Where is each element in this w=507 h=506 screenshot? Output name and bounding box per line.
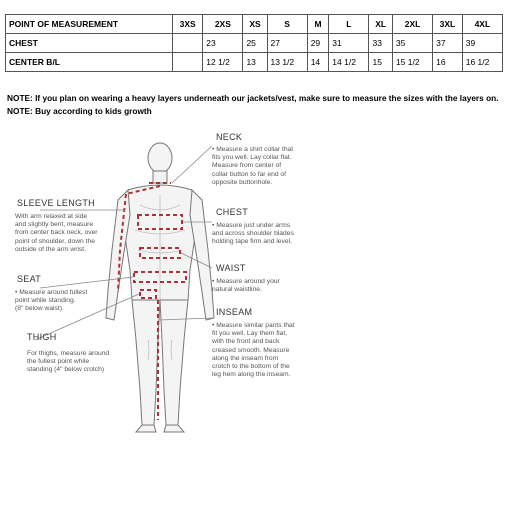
table-cell: 12 1/2 bbox=[203, 53, 243, 72]
table-cell: 27 bbox=[267, 34, 307, 53]
header-size-3xs: 3XS bbox=[173, 15, 203, 34]
sleeve-length-description: With arm relaxed at side and slightly bent, measure from center back neck, over point of shoulder, down the outside of the arm wrist. bbox=[15, 213, 98, 253]
waist-description: • Measure around your natural waistline. bbox=[212, 278, 280, 294]
sleeve-length-label: SLEEVE LENGTH bbox=[17, 198, 95, 208]
table-cell: 14 1/2 bbox=[329, 53, 369, 72]
table-cell: 14 bbox=[307, 53, 329, 72]
table-cell: 35 bbox=[392, 34, 432, 53]
header-size-3xl: 3XL bbox=[433, 15, 463, 34]
chest-description: • Measure just under arms and across shoulder blades holding tape firm and level. bbox=[212, 222, 294, 246]
table-cell: 16 1/2 bbox=[462, 53, 502, 72]
thigh-label: THIGH bbox=[27, 332, 57, 342]
waist-label: WAIST bbox=[216, 263, 246, 273]
neck-description: • Measure a shirt collar that fits you well. Lay collar flat. Measure from center of collar button to far end of opposite buttonhole. bbox=[212, 146, 294, 186]
table-cell: 25 bbox=[243, 34, 267, 53]
header-size-s: S bbox=[267, 15, 307, 34]
neck-label: NECK bbox=[216, 132, 243, 142]
note-kids-growth: NOTE: Buy according to kids growth bbox=[7, 106, 152, 116]
header-size-2xl: 2XL bbox=[392, 15, 432, 34]
note-layers: NOTE: If you plan on wearing a heavy layers underneath our jackets/vest, make sure to measure the sizes with the layers on. bbox=[7, 93, 499, 103]
table-cell: 13 bbox=[243, 53, 267, 72]
chest-label: CHEST bbox=[216, 207, 249, 217]
row-label-chest: CHEST bbox=[6, 34, 173, 53]
table-cell: 39 bbox=[462, 34, 502, 53]
thigh-description: For thighs, measure around the fullest point while standing (4" below crotch) bbox=[27, 350, 110, 374]
table-cell: 15 bbox=[369, 53, 392, 72]
table-cell: 16 bbox=[433, 53, 463, 72]
table-cell: 31 bbox=[329, 34, 369, 53]
table-cell: 13 1/2 bbox=[267, 53, 307, 72]
row-label-center-bl: CENTER B/L bbox=[6, 53, 173, 72]
inseam-description: • Measure similar pants that fit you well. Lay them flat, with the front and back creased smooth. Measure along the inseam from crotch to the bottom of the leg hem along the inseam. bbox=[212, 322, 295, 379]
table-cell: 29 bbox=[307, 34, 329, 53]
seat-label: SEAT bbox=[17, 274, 42, 284]
header-size-xs: XS bbox=[243, 15, 267, 34]
header-size-2xs: 2XS bbox=[203, 15, 243, 34]
header-point-of-measurement: POINT OF MEASUREMENT bbox=[6, 15, 173, 34]
table-cell: 33 bbox=[369, 34, 392, 53]
header-size-l: L bbox=[329, 15, 369, 34]
inseam-label: INSEAM bbox=[216, 307, 253, 317]
seat-description: • Measure around fullest point while standing. (8" below waist). bbox=[15, 289, 88, 313]
table-cell: 37 bbox=[433, 34, 463, 53]
table-cell: 15 1/2 bbox=[392, 53, 432, 72]
header-size-4xl: 4XL bbox=[462, 15, 502, 34]
header-size-xl: XL bbox=[369, 15, 392, 34]
header-size-m: M bbox=[307, 15, 329, 34]
table-cell: 23 bbox=[203, 34, 243, 53]
